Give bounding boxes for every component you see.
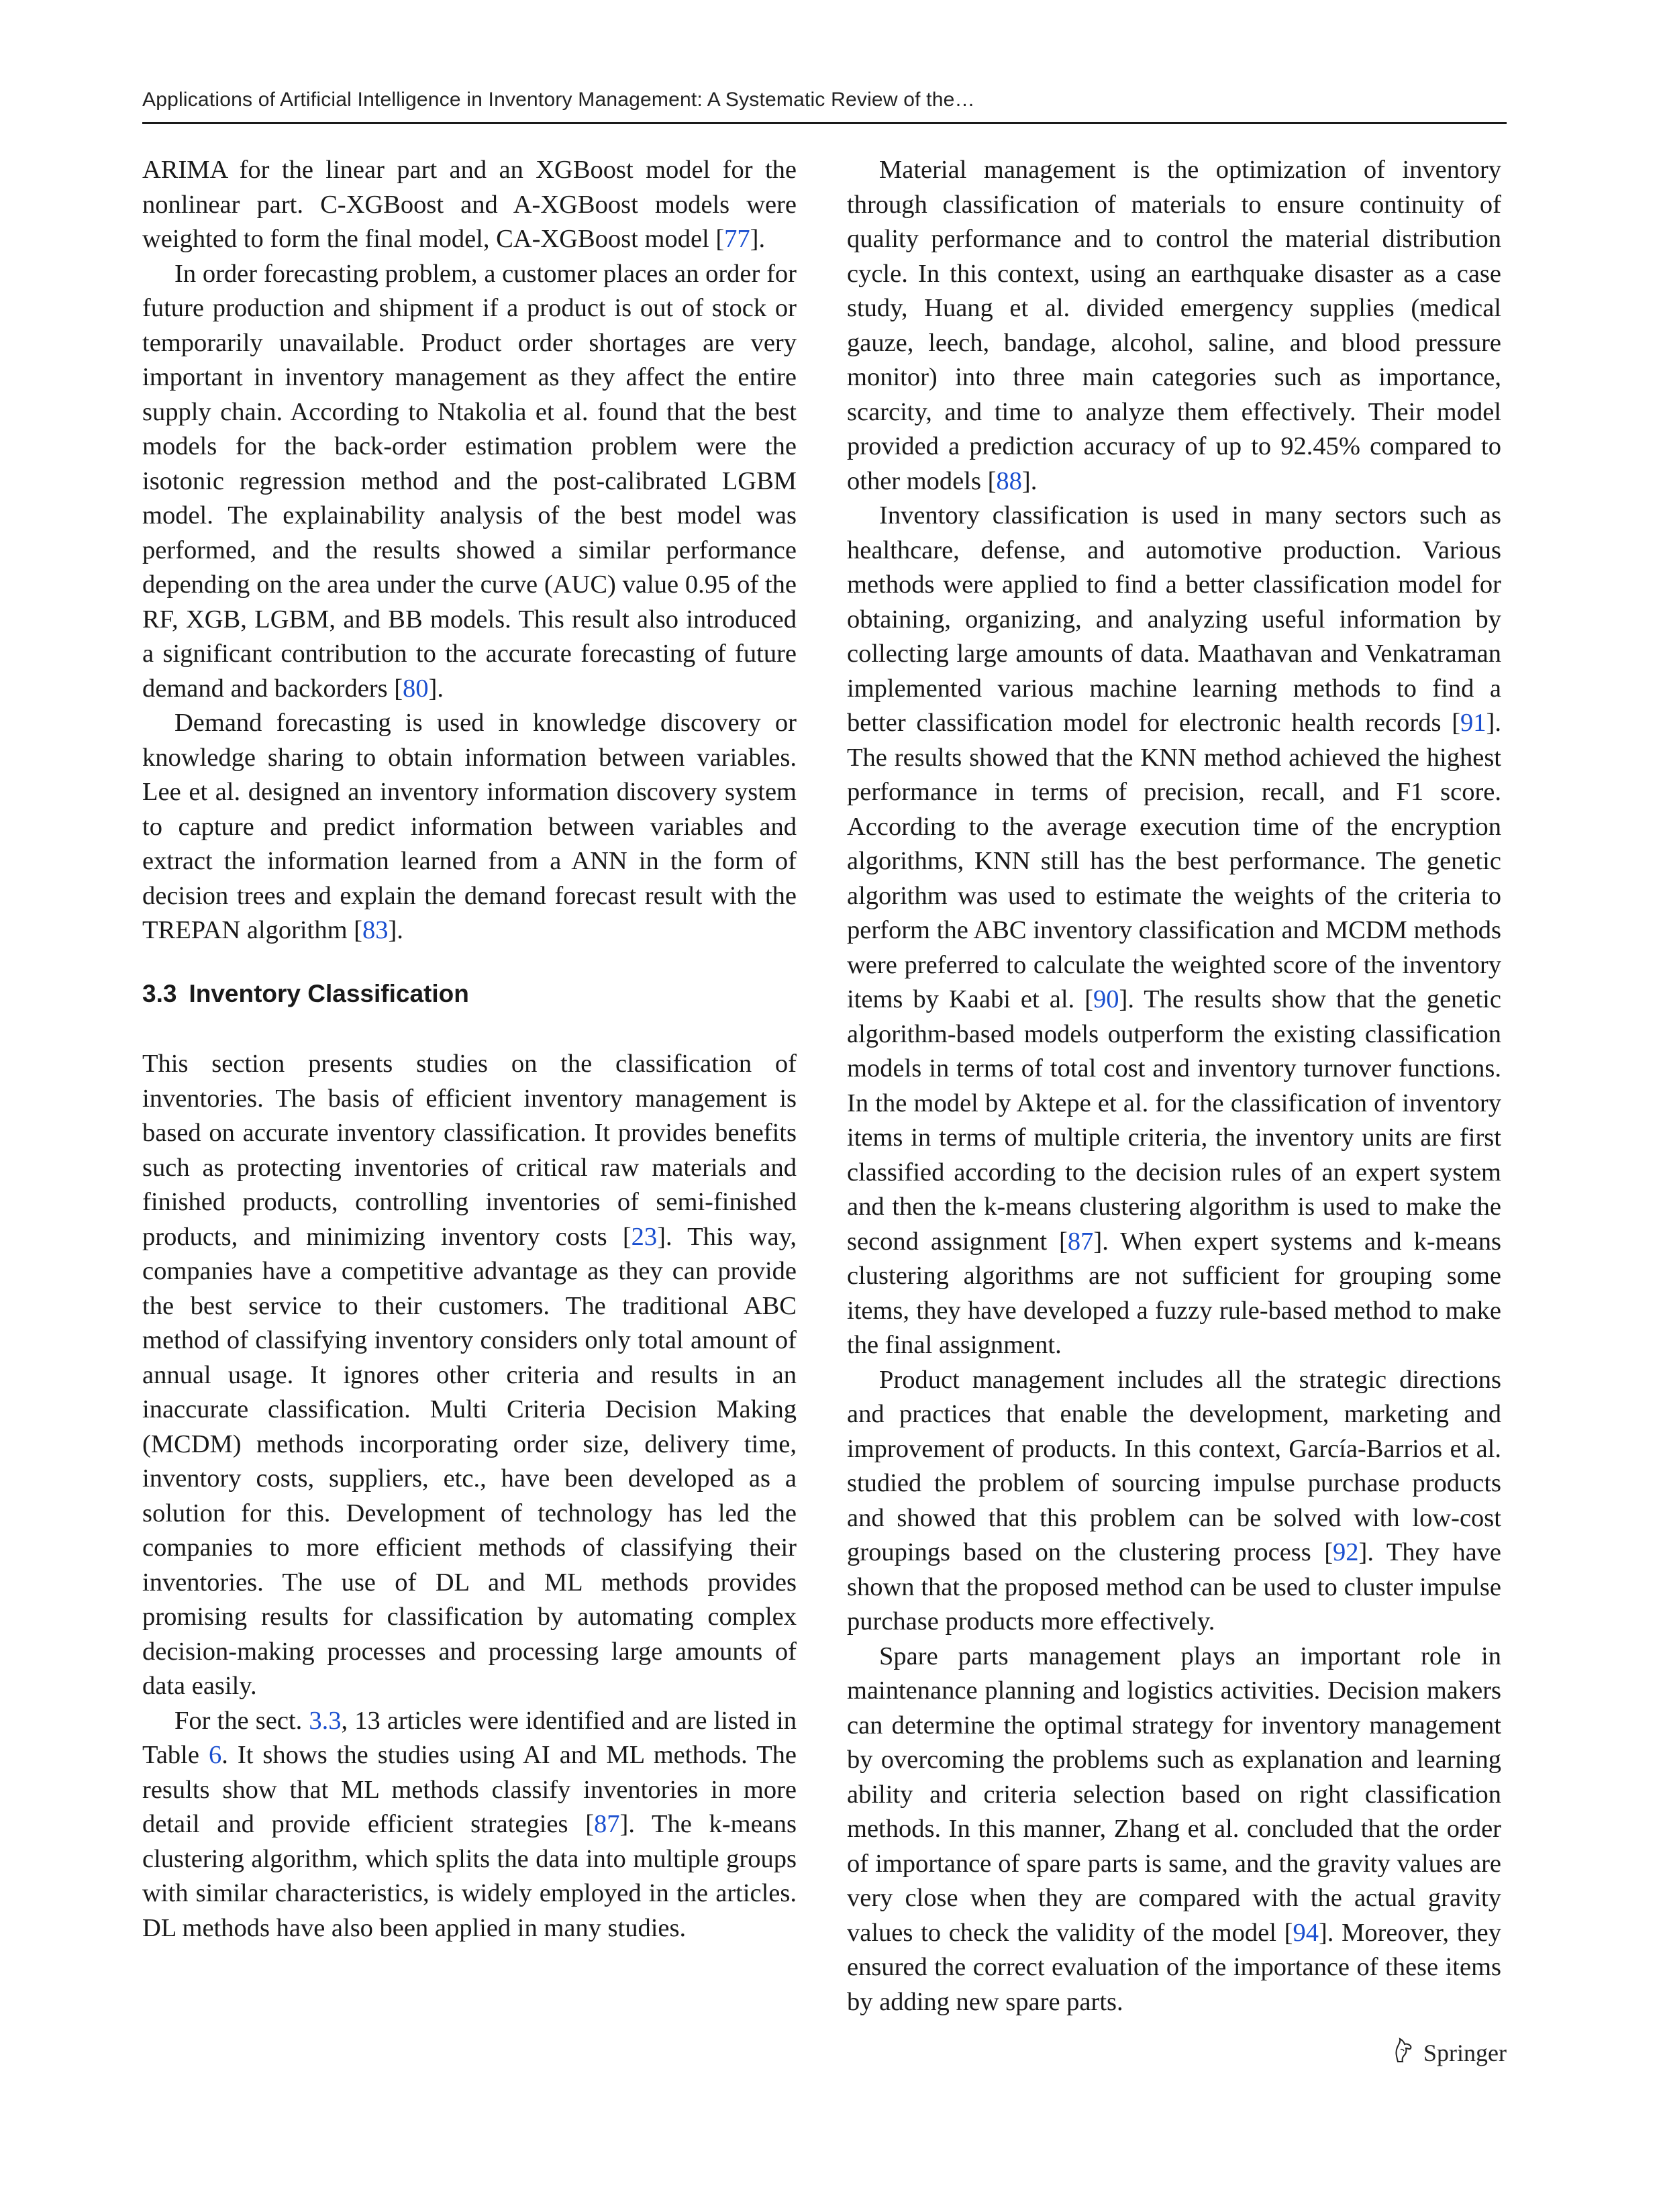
- paragraph: [142, 1704, 797, 1946]
- paragraph-text: Material management is the optimization of inventory through classification of materials to ensure continuity of quality performance and to control the material distribution cycle. In this context, using an earthquake disaster as a case study, Huang et al. divided emergency supplies (medical gauze, leech, bandage, alcohol, saline, and blood pressure monitor) into three main categories such as importance, scarcity, and time to analyze them effectively. Their model provided a prediction accuracy of up to 92.45% compared to other models [: [847, 156, 1501, 495]
- paragraph-text: Product management includes all the strategic directions and practices that enable the development, marketing and improvement of products. In this context, García-Barrios et al. studied the problem of sourcing impulse purchase products and showed that this problem can be solved with low-cost groupings based on the clustering process [: [847, 1365, 1501, 1566]
- paragraph-text: ].: [388, 916, 403, 944]
- paragraph: [142, 1047, 797, 1704]
- running-head: Applications of Artificial Intelligence in Inventory Management: A Systematic Review of the…: [142, 89, 975, 111]
- table-link[interactable]: 6: [208, 1741, 222, 1769]
- citation-link[interactable]: 91: [1460, 709, 1486, 737]
- paragraph: [847, 499, 1501, 1363]
- paragraph-text: . It shows the studies using AI and ML methods. The results show that ML methods classify inventories in more detail and provide efficient strategies [: [142, 1741, 797, 1838]
- publisher-brand: [1391, 2036, 1507, 2069]
- section-heading: [142, 976, 797, 1011]
- paragraph-text: , 13 articles were identified and are listed in Table: [142, 1706, 797, 1769]
- paragraph-text: For the sect.: [174, 1706, 309, 1735]
- citation-link[interactable]: 80: [403, 674, 429, 703]
- paragraph-text: ]. Moreover, they ensured the correct evaluation of the importance of these items by adding new spare parts.: [847, 1918, 1501, 2016]
- paragraph-text: In order forecasting problem, a customer places an order for future production and shipment if a product is out of stock or temporarily unavailable. Product order shortages are very important in inventory management as they affect the entire supply chain. According to Ntakolia et al. found that the best models for the back-order estimation problem were the isotonic regression method and the post-calibrated LGBM model. The explainability analysis of the best model was performed, and the results showed a similar performance depending on the area under the curve (AUC) value 0.95 of the RF, XGB, LGBM, and BB models. This result also introduced a significant contribution to the accurate forecasting of future demand and backorders [: [142, 259, 797, 703]
- paragraph-text: ]. This way, companies have a competitive advantage as they can provide the best service to their customers. The traditional ABC method of classifying inventory considers only total amount of annual usage. It ignores other criteria and results in an inaccurate classification. Multi Criteria Decision Making (MCDM) methods incorporating order size, delivery time, inventory costs, suppliers, etc., have been developed as a solution for this. Development of technology has led the companies to more efficient methods of classifying their inventories. The use of DL and ML methods provides promising results for classification by automating complex decision-making processes and processing large amounts of data easily.: [142, 1222, 797, 1700]
- citation-link[interactable]: 77: [724, 225, 750, 253]
- paragraph-text: ]. When expert systems and k-means clustering algorithms are not sufficient for grouping some items, they have developed a fuzzy rule-based method to make the final assignment.: [847, 1227, 1501, 1359]
- citation-link[interactable]: 87: [594, 1810, 620, 1838]
- paragraph-text: Demand forecasting is used in knowledge discovery or knowledge sharing to obtain information between variables. Lee et al. designed an inventory information discovery system to capture and predict information between variables and extract the information learned from a ANN in the form of decision trees and explain the demand forecast result with the TREPAN algorithm [: [142, 709, 797, 944]
- publisher-name: Springer: [1423, 2039, 1507, 2066]
- citation-link[interactable]: 87: [1067, 1227, 1094, 1256]
- paragraph: [847, 1640, 1501, 2020]
- paragraph: [847, 1363, 1501, 1640]
- paragraph: [142, 706, 797, 948]
- citation-link[interactable]: 23: [631, 1222, 658, 1251]
- left-column: [142, 153, 797, 1946]
- citation-link[interactable]: 92: [1333, 1538, 1359, 1566]
- paragraph-text: ]. The k-means clustering algorithm, which splits the data into multiple groups with similar characteristics, is widely employed in the articles. DL methods have also been applied in many studies.: [142, 1810, 797, 1942]
- right-column: [847, 153, 1501, 2019]
- springer-horse-icon: [1391, 2036, 1415, 2069]
- header-rule: [142, 122, 1507, 124]
- paragraph: [142, 153, 797, 257]
- paragraph-text: ]. The results showed that the KNN method achieved the highest performance in terms of precision, recall, and F1 score. According to the average execution time of the encryption algorithms, KNN still has the best performance. The genetic algorithm was used to estimate the weights of the criteria to perform the ABC inventory classification and MCDM methods were preferred to calculate the weighted score of the inventory items by Kaabi et al. [: [847, 709, 1501, 1013]
- citation-link[interactable]: 83: [362, 916, 389, 944]
- section-title: Inventory Classification: [189, 979, 469, 1007]
- citation-link[interactable]: 94: [1293, 1918, 1319, 1947]
- paragraph-text: ]. The results show that the genetic algorithm-based models outperform the existing classification models in terms of total cost and inventory turnover functions. In the model by Aktepe et al. for the classification of inventory items in terms of multiple criteria, the inventory units are first classified according to the decision rules of an expert system and then the k-means clustering algorithm is used to make the second assignment [: [847, 985, 1501, 1256]
- paragraph: [847, 153, 1501, 499]
- paragraph-text: ]. They have shown that the proposed method can be used to cluster impulse purchase products more effectively.: [847, 1538, 1501, 1636]
- paragraph-text: ].: [750, 225, 766, 253]
- citation-link[interactable]: 88: [996, 466, 1022, 495]
- paragraph-text: Spare parts management plays an important role in maintenance planning and logistics activities. Decision makers can determine the optimal strategy for inventory management by overcoming the problems such as explanation and learning ability and criteria selection based on right classification methods. In this manner, Zhang et al. concluded that the order of importance of spare parts is same, and the gravity values are very close when they are compared with the actual gravity values to check the validity of the model [: [847, 1642, 1501, 1947]
- section-link[interactable]: 3.3: [309, 1706, 342, 1735]
- section-number: 3.3: [142, 979, 177, 1007]
- paragraph-text: Inventory classification is used in many sectors such as healthcare, defense, and automotive production. Various methods were applied to find a better classification model for obtaining, organizing, and analyzing useful information by collecting large amounts of data. Maathavan and Venkatraman implemented various machine learning methods to find a better classification model for electronic health records [: [847, 501, 1501, 737]
- citation-link[interactable]: 90: [1093, 985, 1119, 1013]
- paragraph-text: This section presents studies on the classification of inventories. The basis of efficient inventory management is based on accurate inventory classification. It provides benefits such as protecting inventories of critical raw materials and finished products, controlling inventories of semi-finished products, and minimizing inventory costs [: [142, 1050, 797, 1251]
- paragraph: [142, 257, 797, 707]
- paragraph-text: ].: [428, 674, 444, 703]
- paragraph-text: ].: [1021, 466, 1038, 495]
- paragraph-text: ARIMA for the linear part and an XGBoost model for the nonlinear part. C-XGBoost and A-XGBoost models were weighted to form the final model, CA-XGBoost model [: [142, 156, 797, 253]
